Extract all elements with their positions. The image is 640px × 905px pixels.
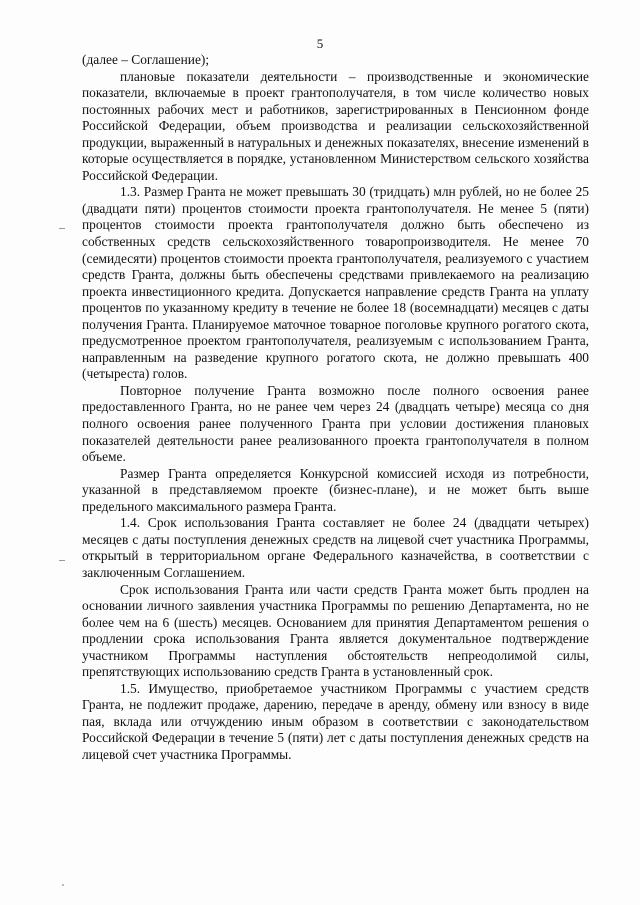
scan-speck xyxy=(62,884,64,886)
paragraph: плановые показатели деятельности – производственные и экономические показатели, включаемые в проект грантополучателя, в том числе количество новых постоянных рабочих мест и работников, зарегистрированных в Пенсионном фонде Российской Федерации, объем производства и реализации сельскохозяйственной продукции, выраженный в натуральных и денежных показателях, внесение изменений в которые осуществляется в порядке, установленном Министерством сельского хозяйства Российской Федерации. xyxy=(82,68,589,183)
paragraph: 1.4. Срок использования Гранта составляет не более 24 (двадцати четырех) месяцев с даты поступления денежных средств на лицевой счет участника Программы, открытый в территориальном органе Федерального казначейства, в соответствии с заключенным Соглашением. xyxy=(82,515,589,580)
paragraph: Повторное получение Гранта возможно после полного освоения ранее предоставленного Гранта, но не ранее чем через 24 (двадцать четыре) месяца со дня полного освоения ранее полученного Гранта при условии достижения плановых показателей деятельности ранее реализованного проекта грантополучателя в полном объеме. xyxy=(82,382,589,465)
paragraph: Размер Гранта определяется Конкурсной комиссией исходя из потребности, указанной в представляемом проекте (бизнес-плане), и не может быть выше предельного максимального размера Гранта. xyxy=(82,465,589,514)
document-body xyxy=(82,52,589,764)
paragraph: 1.3. Размер Гранта не может превышать 30 (тридцать) млн рублей, но не более 25 (двадцати пяти) процентов стоимости проекта грантополучателя. Не менее 5 (пяти) процентов стоимости проекта грантополучателя должно быть обеспечено из собственных средств сельскохозяйственного товаропроизводителя. Не менее 70 (семидесяти) процентов стоимости проекта грантополучателя, реализуемого с участием средств Гранта, должны быть обеспечены средствами привлекаемого на реализацию проекта инвестиционного кредита. Допускается направление средств Гранта на уплату процентов по указанному кредиту в течение не более 18 (восемнадцати) месяцев с даты получения Гранта. Планируемое маточное товарное поголовье крупного рогатого скота, предусмотренное проектом грантополучателя, реализуемым с использованием Гранта, направленным на разведение крупного рогатого скота, не должно превышать 400 (четыреста) голов. xyxy=(82,184,589,382)
paragraph: 1.5. Имущество, приобретаемое участником Программы с участием средств Гранта, не подлежит продаже, дарению, передаче в аренду, обмену или взносу в виде пая, вклада или отчуждению иным образом в соответствии с законодательством Российской Федерации в течение 5 (пяти) лет с даты поступления денежных средств на лицевой счет участника Программы. xyxy=(82,680,589,762)
scan-margin-mark xyxy=(59,560,65,561)
scan-margin-mark xyxy=(59,228,65,229)
page-number: 5 xyxy=(316,36,324,51)
paragraph: (далее – Соглашение); xyxy=(82,52,210,67)
paragraph: Срок использования Гранта или части средств Гранта может быть продлен на основании личного заявления участника Программы по решению Департамента, но не более чем на 6 (шесть) месяцев. Основанием для принятия Департаментом решения о продлении срока использования Гранта является документальное подтверждение участником Программы наступления обстоятельств непреодолимой силы, препятствующих использованию средств Гранта в установленный срок. xyxy=(82,581,589,680)
